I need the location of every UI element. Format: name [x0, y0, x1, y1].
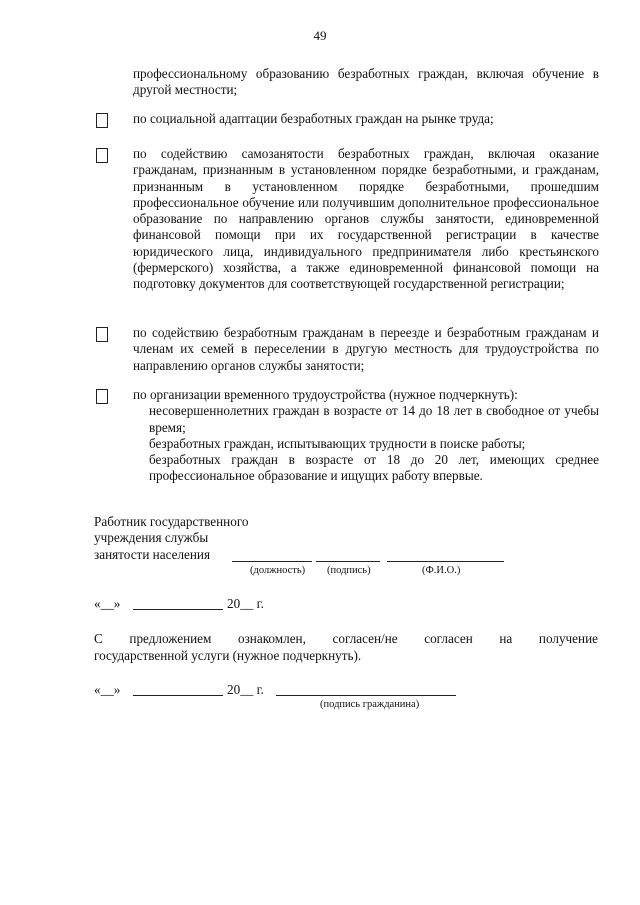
item-temporary-employment: по организации временного трудоустройства (нужное подчеркнуть): несовершеннолетних граждан в возрасте от 14 до 18 лет в свободное от учебы время; безработных граждан, испытывающих трудности в поиске работы; безработных граждан в возрасте от 18 до 20 лет, имеющих среднее профессиональное образование и ищущих работу впервые.: [133, 387, 599, 484]
consent-line1: С предложением ознакомлен, согласен/не согласен на получение: [94, 631, 598, 646]
sub-item-young: безработных граждан в возрасте от 18 до 20 лет, имеющих среднее профессиональное образование и ищущих работу впервые.: [149, 452, 599, 484]
consent-line2: государственной услуги (нужное подчеркнуть).: [94, 648, 362, 663]
checkbox-temporary-employment[interactable]: [96, 389, 108, 404]
date1-day: «__»: [94, 596, 121, 611]
citizen-signature-line[interactable]: [276, 695, 456, 696]
checkbox-social-adaptation[interactable]: [96, 113, 108, 128]
date2-day: «__»: [94, 682, 121, 697]
item-self-employment: по содействию самозанятости безработных граждан, включая оказание гражданам, признанным в установленном порядке безработными, и гражданам, признанным в установленном порядке безработными, прошедшим профессиональное обучение или получившим дополнительное профессиональное образование по направлению органов службы занятости, единовременной финансовой помощи при их государственной регистрации в качестве юридического лица, индивидуального предпринимателя либо крестьянского (фермерского) хозяйства, а также единовременной финансовой помощи на подготовку документов для соответствующей государственной регистрации;: [133, 146, 599, 292]
checkbox-self-employment[interactable]: [96, 148, 108, 163]
position-line[interactable]: [232, 561, 312, 562]
sub-item-minors: несовершеннолетних граждан в возрасте от 14 до 18 лет в свободное от учебы время;: [149, 403, 599, 435]
caption-citizen-signature: (подпись гражданина): [320, 699, 420, 710]
checkbox-relocation[interactable]: [96, 327, 108, 342]
date2-year: 20__ г.: [227, 682, 264, 697]
item-social-adaptation: по социальной адаптации безработных граждан на рынке труда;: [133, 111, 494, 126]
signature-line[interactable]: [316, 561, 380, 562]
intro-text: профессиональному образованию безработных граждан, включая обучение в другой местности;: [133, 66, 599, 98]
date2-month-line[interactable]: [133, 695, 223, 696]
page-number: 49: [313, 28, 327, 43]
caption-signature: (подпись): [327, 565, 371, 576]
date1-month-line[interactable]: [133, 609, 223, 610]
caption-position: (должность): [250, 565, 306, 576]
item-relocation: по содействию безработным гражданам в переезде и безработным гражданам и членам их семей в переселении в другую местность для трудоустройства по направлению органов службы занятости;: [133, 325, 599, 373]
sub-item-difficulties: безработных граждан, испытывающих трудности в поиске работы;: [149, 435, 526, 451]
name-line[interactable]: [387, 561, 504, 562]
date1-year: 20__ г.: [227, 596, 264, 611]
employee-signature-label: Работник государственного учреждения службы занятости населения: [94, 514, 249, 562]
caption-name: (Ф.И.О.): [422, 565, 461, 576]
